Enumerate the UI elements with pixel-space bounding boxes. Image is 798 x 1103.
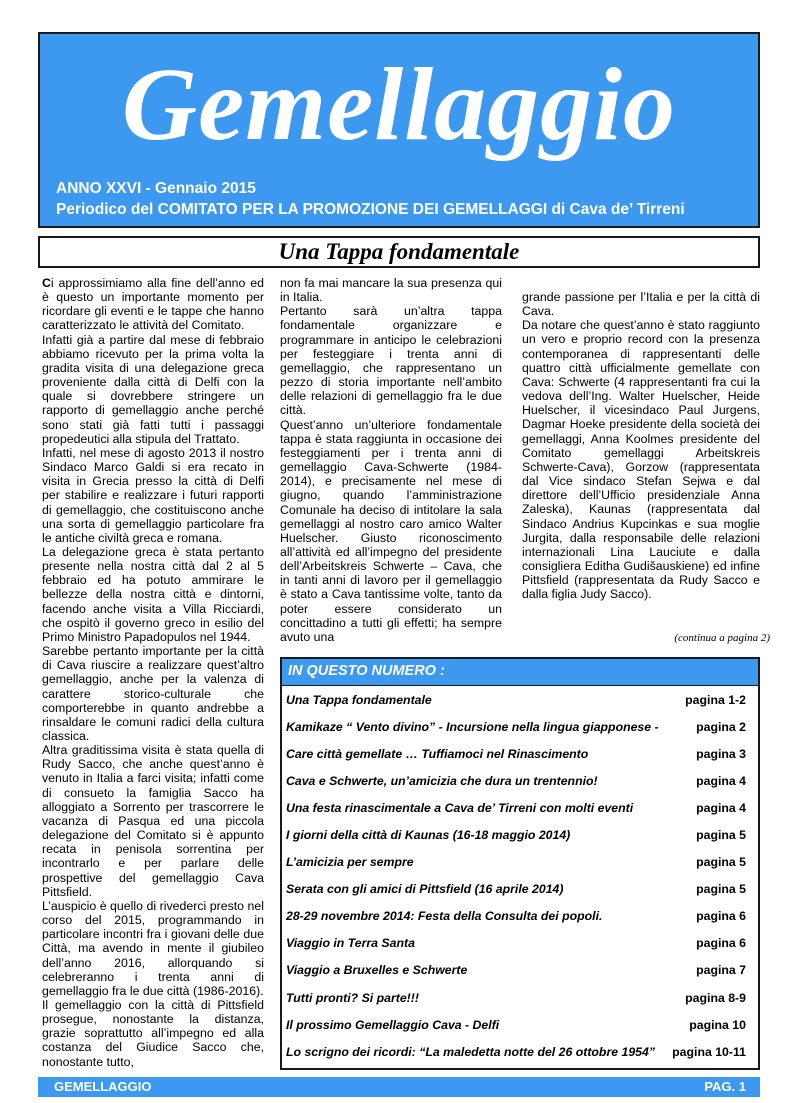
footer-title: GEMELLAGGIO bbox=[54, 1079, 152, 1094]
toc-list bbox=[282, 686, 758, 1065]
paragraph: grande passione per l’Italia e per la città di Cava. bbox=[522, 290, 760, 319]
paragraph: Infatti già a partire dal mese di febbraio abbiamo ricevuto per la prima volta la gradita visita di una delegazione greca proveniente dalla città di Delfi con la quale si dovrebbere stringere un rapporto di gemellaggio anche perché sono stati già fatti tutti i passaggi propedeutici alla stipula del Trattato. bbox=[42, 332, 264, 446]
toc-item-page: pagina 6 bbox=[696, 909, 746, 924]
toc-item-title: Viaggio in Terra Santa bbox=[286, 936, 415, 951]
toc-item bbox=[282, 876, 758, 903]
paragraph: Altra graditissima visita è stata quella di Rudy Sacco, che anche quest’anno è venuto in Italia a farci visita; infatti come di consueto la famiglia Sacco ha alloggiato a Sorrento per trascorrere le vacanza di Pasqua ed una piccola delegazione del Comitato si è appunto recata in penisola sorrentina per incontrarlo e per parlare delle prospettive del gemellaggio Cava Pittsfield. bbox=[42, 743, 264, 899]
toc-item bbox=[282, 1038, 758, 1065]
continued-note: (continua a pagina 2) bbox=[674, 632, 770, 644]
toc-item-title: Il prossimo Gemellaggio Cava - Delfi bbox=[286, 1017, 500, 1032]
paragraph: La delegazione greca è stata pertanto presente nella nostra città dal 2 al 5 febbraio ed ha potuto ammirare le bellezze della nostra città e dintorni, facendo anche visita a Villa Ricciardi, che ospitò il governo greco in esilio del Primo Ministro Papadopulos nel 1944. bbox=[42, 544, 264, 644]
paragraph: Il gemellaggio con la città di Pittsfield prosegue, nonostante la distanza, grazie soprattutto all’impegno ed alla costanza del Giudice Sacco che, nonostante tutto, bbox=[42, 997, 264, 1069]
toc-item-page: pagina 5 bbox=[696, 828, 746, 843]
toc-item-page: pagina 5 bbox=[696, 855, 746, 870]
toc-item-page: pagina 8-9 bbox=[685, 990, 746, 1005]
headline-box bbox=[38, 236, 760, 268]
masthead-title: Gemellaggio bbox=[121, 47, 676, 162]
masthead bbox=[38, 32, 760, 228]
toc-item-title: Una festa rinascimentale a Cava de’ Tirreni con molti eventi bbox=[286, 800, 634, 815]
toc-item-page: pagina 2 bbox=[696, 719, 746, 734]
article-title: Una Tappa fondamentale bbox=[278, 239, 520, 264]
toc-item bbox=[282, 849, 758, 876]
paragraph: L’auspicio è quello di rivederci presto nel corso del 2015, programmando in particolare incontri fra i giovani delle due Città, ma avendo in mente il giubileo dell’anno 2016, allorquando si celebreranno i trenta anni di gemellaggio fra le due città (1986-2016). bbox=[42, 898, 264, 998]
toc-item-page: pagina 4 bbox=[696, 800, 746, 815]
toc-item bbox=[282, 686, 758, 713]
paragraph bbox=[42, 276, 264, 333]
toc-item bbox=[282, 957, 758, 984]
toc-item-page: pagina 10-11 bbox=[672, 1044, 746, 1059]
toc-item-title: 28-29 novembre 2014: Festa della Consulta dei popoli. bbox=[286, 909, 603, 924]
article-column-1 bbox=[42, 276, 264, 1069]
table-of-contents bbox=[280, 657, 760, 1070]
article-column-3 bbox=[522, 290, 760, 601]
paragraph: Sarebbe pertanto importante per la città di Cava riuscire a realizzare quest’altro gemellaggio, anche per la valenza di carattere storico-culturale che comporterebbe in quanto andrebbe a rinsaldare le comuni radici della cultura classica. bbox=[42, 644, 264, 743]
page-number: PAG. 1 bbox=[704, 1079, 746, 1094]
toc-item-title: Tutti pronti? Si parte!!! bbox=[286, 990, 419, 1005]
toc-item bbox=[282, 713, 758, 740]
toc-item bbox=[282, 740, 758, 767]
paragraph: Quest’anno un’ulteriore fondamentale tappa è stata raggiunta in occasione dei festeggiamenti per i trenta anni di gemellaggio Cava-Schwerte (1984-2014), e precisamente nel mese di giugno, quando l’amministrazione Comunale ha deciso di intitolare la sala gemellaggi al nostro caro amico Walter Huelscher. Giusto riconoscimento all’attività ed all’impegno del presidente dell’Arbeitskreis Schwerte – Cava, che in tanti anni di lavoro per il gemellaggio è stato a Cava tantissime volte, tanto da poter essere considerato un concittadino a tutti gli effetti; ha sempre avuto una bbox=[280, 417, 502, 644]
toc-item-title: Kamikaze “ Vento divino” - Incursione nella lingua giapponese - bbox=[286, 719, 659, 734]
issue-line: ANNO XXVI - Gennaio 2015 bbox=[56, 180, 256, 197]
toc-item-page: pagina 7 bbox=[696, 963, 746, 978]
toc-item-page: pagina 5 bbox=[696, 882, 746, 897]
drop-cap: C bbox=[42, 276, 51, 290]
paragraph: Infatti, nel mese di agosto 2013 il nostro Sindaco Marco Galdi si era recato in visita in Grecia presso la città di Delfi per stabilire e realizzare i futuri rapporti di gemellaggio, che costituiscono anche una sorta di gemellaggio particolare fra le antiche civiltà greca e romana. bbox=[42, 445, 264, 545]
toc-item-title: Serata con gli amici di Pittsfield (16 aprile 2014) bbox=[286, 882, 564, 897]
toc-item bbox=[282, 930, 758, 957]
toc-item-page: pagina 4 bbox=[696, 773, 746, 788]
toc-item-title: Cava e Schwerte, un’amicizia che dura un trentennio! bbox=[286, 773, 598, 788]
toc-item bbox=[282, 1011, 758, 1038]
subtitle-line: Periodico del COMITATO PER LA PROMOZIONE DEI GEMELLAGGI di Cava de’ Tirreni bbox=[56, 201, 685, 218]
paragraph: Da notare che quest’anno è stato raggiunto un vero e proprio record con la presenza contemporanea di rappresentanti delle quattro città ufficialmente gemellate con Cava: Schwerte (4 rappresentanti fra cui la vedova dell’Ing. Walter Huelscher, Heide Huelscher, il vicesindaco Paul Jurgens, Dagmar Hoeke presidente della società dei gemellaggi, Anna Koolmes presidente del Comitato gemellaggi Arbeitskreis Schwerte-Cava), Gorzow (rappresentata dal Vice sindaco Stefan Sejwa e dal direttore dell’Ufficio presidenziale Anna Zaleska), Kaunas (rappresentata dal Sindaco Andrius Kupcinkas e sua moglie Jurgita, dalla responsabile delle relazioni internazionali Lina Lauciute e dalla consigliera Editha Gudišauskiene) ed infine Pittsfield (rappresentata da Rudy Sacco e dalla figlia Judy Sacco). bbox=[522, 318, 760, 602]
toc-item bbox=[282, 821, 758, 848]
toc-header: IN QUESTO NUMERO : bbox=[282, 659, 758, 686]
toc-item-page: pagina 6 bbox=[696, 936, 746, 951]
toc-item-title: Una Tappa fondamentale bbox=[286, 692, 432, 707]
toc-item bbox=[282, 903, 758, 930]
paragraph: non fa mai mancare la sua presenza qui in Italia. bbox=[280, 276, 502, 305]
toc-item-title: L’amicizia per sempre bbox=[286, 855, 414, 870]
toc-item-title: Viaggio a Bruxelles e Schwerte bbox=[286, 963, 468, 978]
toc-item-title: Lo scrigno dei ricordi: “La maledetta notte del 26 ottobre 1954” bbox=[286, 1044, 655, 1059]
toc-item bbox=[282, 767, 758, 794]
paragraph: Pertanto sarà un’altra tappa fondamentale organizzare e programmare in anticipo le celebrazioni per festeggiare i trenta anni di gemellaggio, che rappresentano un pezzo di storia importante nell’ambito delle relazioni di gemellaggio fra le due città. bbox=[280, 304, 502, 418]
footer-bar bbox=[38, 1077, 760, 1097]
paragraph-text: i approssimiamo alla fine dell’anno ed è questo un importante momento per ricordare gli eventi e le tappe che hanno caratterizzato le attività del Comitato. bbox=[42, 276, 264, 333]
toc-item-page: pagina 10 bbox=[689, 1017, 746, 1032]
article-column-2 bbox=[280, 276, 502, 644]
toc-item bbox=[282, 794, 758, 821]
toc-item-title: Care città gemellate … Tuffiamoci nel Rinascimento bbox=[286, 746, 589, 761]
toc-item-page: pagina 1-2 bbox=[685, 692, 746, 707]
toc-item-title: I giorni della città di Kaunas (16-18 maggio 2014) bbox=[286, 828, 571, 843]
toc-item bbox=[282, 984, 758, 1011]
toc-item-page: pagina 3 bbox=[696, 746, 746, 761]
